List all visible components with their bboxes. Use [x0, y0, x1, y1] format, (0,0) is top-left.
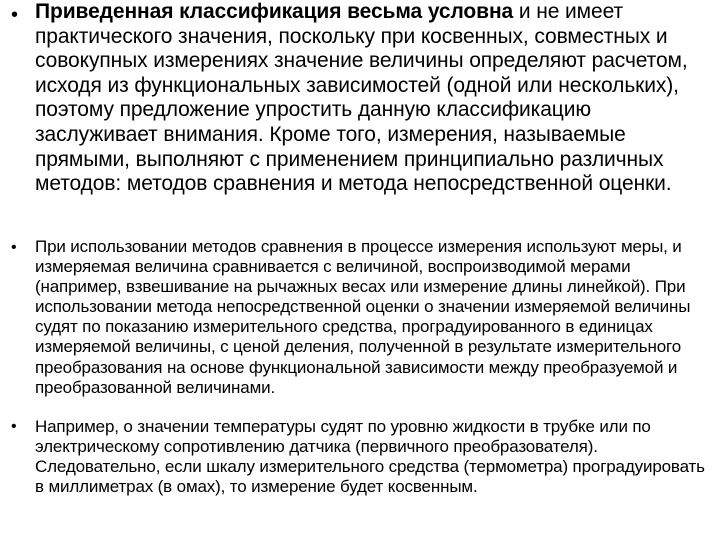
bullet-marker: •: [11, 418, 17, 435]
bullet-paragraph: При использовании методов сравнения в процессе измерения используют меры, и измеряемая величина сравнивается с величиной, воспроизводимой мерами (например, взвешивание на рычажных весах или измерение длины линейкой). При использовании метода непосредственной оценки о значении измеряемой величины судят по показанию измерительного средства, проградуированного в единицах измеряемой величины, с ценой деления, полученной в результате измерительного преобразования на основе функциональной зависимости между преобразуемой и преобразованной величинами.: [35, 237, 691, 397]
bullet-paragraph: Например, о значении температуры судят по уровню жидкости в трубке или по электрическому сопротивлению датчика (первичного преобразователя). Следовательно, если шкалу измерительного средства (термометра) проградуировать в миллиметрах (в омах), то измерение будет косвенным.: [35, 417, 705, 497]
bullet-paragraph: [35, 0, 715, 197]
bullet-text: и не имеет практического значения, поскольку при косвенных, совместных и совокупных измерениях значение величины определяют расчетом, исходя из функциональных зависимостей (одной или нескольких), поэтому предложение упростить данную классификацию заслуживает внимания. Кроме того, измерения, называемые прямыми, выполняют с применением принципиально различных методов: методов сравнения и метода непосредственной оценки.: [35, 0, 688, 196]
bullet-marker: •: [11, 239, 17, 256]
bullet-bold-lead: Приведенная классификация весьма условна: [35, 0, 514, 23]
bullet-marker: •: [11, 4, 19, 26]
